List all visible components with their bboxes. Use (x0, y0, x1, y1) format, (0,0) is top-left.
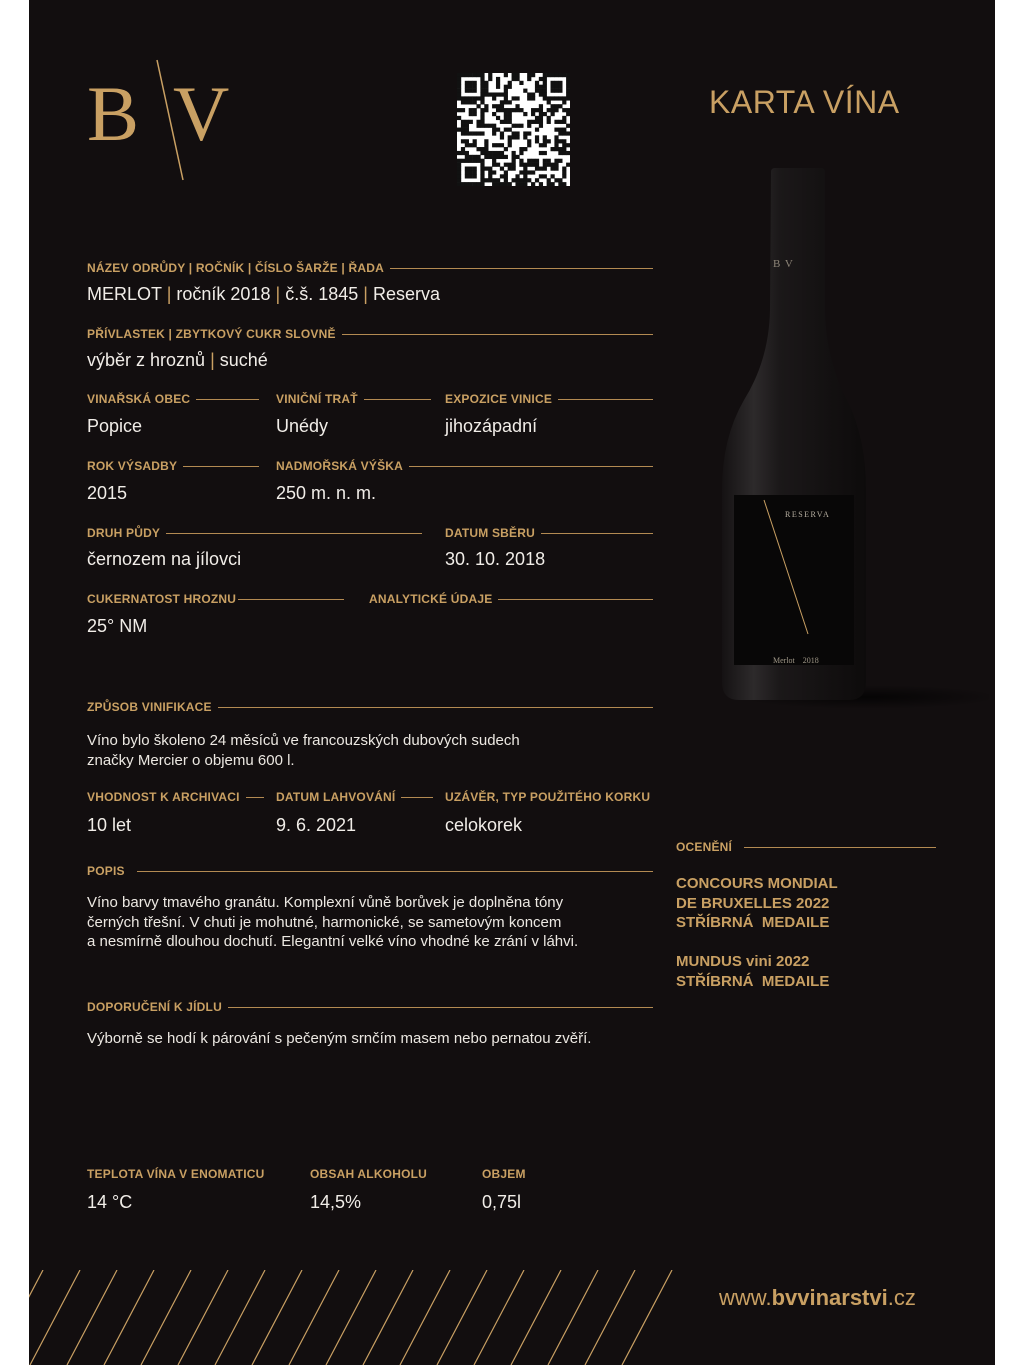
volume-label: OBJEM (482, 1167, 526, 1181)
village-value: Popice (87, 416, 143, 436)
attribute-label: PŘÍVLASTEK | ZBYTKOVÝ CUKR SLOVNĚ (87, 327, 653, 341)
description-text: Víno barvy tmavého granátu. Komplexní vůně borůvek je doplněna tóny černých třešní. V chuti je mohutné, harmonické, se sametovým koncem a nesmírně dlouhou dochutí. Elegantní velké víno vhodné ke zrání v láhvi. (87, 894, 579, 950)
temperature-label: TEPLOTA VÍNA V ENOMATICU (87, 1167, 265, 1181)
logo-letter-b: B (87, 70, 140, 157)
bottle-label-series: RESERVA (785, 510, 831, 519)
alcohol-value: 14,5% (310, 1192, 362, 1212)
diagonal-line (141, 1270, 191, 1365)
exposure-value: jihozápadní (445, 416, 538, 436)
food-label: DOPORUČENÍ K JÍDLU (87, 1000, 653, 1014)
award-mundus-vini: MUNDUS vini 2022 STŘÍBRNÁ MEDAILE (676, 953, 830, 990)
vinification-text: Víno bylo školeno 24 měsíců ve francouzských dubových sudech značky Mercier o objemu 600 l. (87, 732, 520, 769)
diagonal-line (104, 1270, 154, 1365)
planted-label: ROK VÝSADBY (87, 459, 259, 473)
award-brussels: CONCOURS MONDIAL DE BRUXELLES 2022 STŘÍBRNÁ MEDAILE (676, 875, 838, 931)
brand-logo (85, 58, 235, 183)
diagonal-line (363, 1270, 413, 1365)
altitude-value: 250 m. n. m. (276, 483, 377, 503)
predicate: výběr z hroznů (87, 350, 206, 370)
decorative-diagonal-lines (29, 1270, 709, 1365)
village-label: VINAŘSKÁ OBEC (87, 392, 259, 406)
soil-value: černozem na jílovci (87, 549, 242, 569)
logo-letter-v: V (173, 70, 230, 157)
diagonal-line (437, 1270, 487, 1365)
analytics-label: ANALYTICKÉ ÚDAJE (369, 592, 653, 606)
diagonal-line (252, 1270, 302, 1365)
wine-bottle-graphic (689, 160, 989, 720)
soil-label: DRUH PŮDY (87, 526, 422, 540)
planted-value: 2015 (87, 483, 128, 503)
awards-label: OCENĚNÍ (676, 840, 936, 854)
wine-card (29, 0, 995, 1365)
harvest-label: DATUM SBĚRU (445, 526, 653, 540)
description-label: POPIS (87, 864, 653, 878)
diagonal-line (622, 1270, 672, 1365)
altitude-label: NADMOŘSKÁ VÝŠKA (276, 459, 653, 473)
diagonal-line (67, 1270, 117, 1365)
archive-label: VHODNOST K ARCHIVACI (87, 790, 264, 804)
qr-code[interactable] (457, 73, 570, 186)
harvest-value: 30. 10. 2018 (445, 549, 546, 569)
vineyard-value: Unédy (276, 416, 329, 436)
diagonal-line (178, 1270, 228, 1365)
sugar-content-value: 25° NM (87, 616, 148, 636)
series: Reserva (372, 284, 440, 304)
temperature-value: 14 °C (87, 1192, 133, 1212)
diagonal-line (29, 1270, 43, 1365)
diagonal-line (548, 1270, 598, 1365)
volume-value: 0,75l (482, 1192, 522, 1212)
batch-number: č.š. 1845 (285, 284, 359, 304)
qr-code-pattern (457, 73, 570, 186)
diagonal-line (30, 1270, 80, 1365)
bottling-value: 9. 6. 2021 (276, 815, 357, 835)
diagonal-line (400, 1270, 450, 1365)
residual-sugar: suché (219, 350, 268, 370)
vintage: ročník 2018 (176, 284, 271, 304)
bottling-label: DATUM LAHVOVÁNÍ (276, 790, 433, 804)
diagonal-line (326, 1270, 376, 1365)
diagonal-line (289, 1270, 339, 1365)
diagonal-line (474, 1270, 524, 1365)
bottle-capsule-logo: B V (773, 258, 794, 270)
alcohol-label: OBSAH ALKOHOLU (310, 1167, 428, 1181)
page-title: KARTA VÍNA (709, 84, 900, 120)
vinification-label: ZPŮSOB VINIFIKACE (87, 700, 653, 714)
variety-value: MERLOT | ročník 2018 | č.š. 1845 | Reserva (87, 284, 440, 304)
bottle-label-bottom: Merlot 2018 (773, 656, 819, 665)
archive-value: 10 let (87, 815, 132, 835)
diagonal-line (511, 1270, 561, 1365)
closure-value: celokorek (445, 815, 523, 835)
diagonal-line (215, 1270, 265, 1365)
wine-bottle-image (689, 160, 989, 720)
food-text: Výborně se hodí k párování s pečeným srnčím masem nebo pernatou zvěří. (87, 1030, 592, 1047)
sugar-content-label: CUKERNATOST HROZNU (87, 592, 344, 606)
attribute-value: výběr z hroznů | suché (87, 350, 268, 370)
exposure-label: EXPOZICE VINICE (445, 392, 653, 406)
variety-name: MERLOT (87, 284, 162, 304)
bottle-label (734, 495, 854, 665)
vineyard-label: VINIČNÍ TRAŤ (276, 392, 431, 406)
diagonal-line (585, 1270, 635, 1365)
variety-label: NÁZEV ODRŮDY | ROČNÍK | ČÍSLO ŠARŽE | ŘADA (87, 261, 653, 275)
divider-line (390, 268, 653, 269)
closure-label: UZÁVĚR, TYP POUŽITÉHO KORKU (445, 790, 651, 804)
website-link[interactable]: www.bvvinarstvi.cz (719, 1285, 916, 1310)
